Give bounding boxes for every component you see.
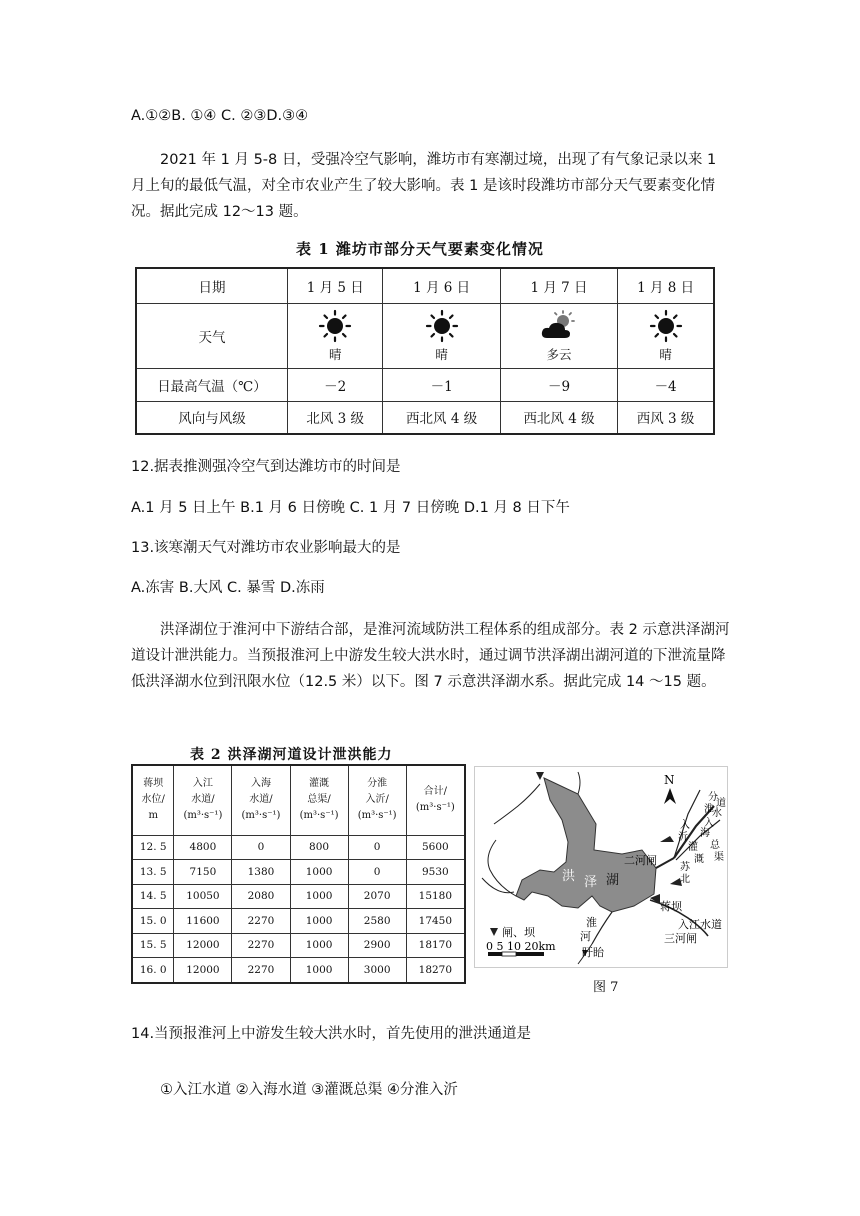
row-label-temp: 日最高气温（℃） [136,368,288,401]
cell: 2900 [348,933,406,958]
huai-he-label: 淮 [586,916,597,929]
temp-cell: －9 [500,368,617,401]
su-bei-label: 北 [680,874,690,885]
guan-gai-label: 溉 [694,854,704,865]
q12-options: A.1 月 5 日上午 B.1 月 6 日傍晚 C. 1 月 7 日傍晚 D.1 月 8 日下午 [131,500,570,516]
legend-dam-label: 闸、坝 [502,926,535,939]
temp-cell: －2 [288,368,383,401]
figure7-caption: 图 7 [593,980,619,995]
weather-label: 晴 [435,346,448,362]
ru-hai-label: 水 [712,808,722,819]
cell: 17450 [406,909,465,934]
weather-label: 晴 [328,346,342,362]
header-ru-jiang: 入江 水道/ (m³·s⁻¹) [174,765,232,835]
cell: 2580 [348,909,406,934]
cell: 2070 [348,884,406,909]
cell: 1000 [290,933,348,958]
cell: 12000 [174,933,232,958]
ru-hai-label: 道 [716,798,726,809]
wind-cell: 西北风 4 级 [500,401,617,434]
cell: 3000 [348,958,406,984]
question-14: 14.当预报淮河上中游发生较大洪水时，首先使用的泄洪通道是 [131,1026,532,1042]
q11-options: A.①②B. ①④ C. ②③D.③④ [131,108,309,124]
cell: 1380 [232,860,290,885]
cell: 12. 5 [132,835,174,860]
date-cell: 1 月 6 日 [383,268,500,303]
sun-icon [422,309,462,343]
cell: 0 [348,835,406,860]
cell: 14. 5 [132,884,174,909]
wind-cell: 西北风 4 级 [383,401,500,434]
north-label: N [664,773,675,787]
cell: 800 [290,835,348,860]
header-jiangba-level: 蒋坝 水位/ m [132,765,174,835]
guan-gai-label: 灌 [688,842,698,853]
cell: 0 [232,835,290,860]
cell: 12000 [174,958,232,984]
temp-cell: －4 [618,368,714,401]
cell: 4800 [174,835,232,860]
cell: 2270 [232,909,290,934]
cell: 5600 [406,835,465,860]
cell: 1000 [290,884,348,909]
cell: 1000 [290,958,348,984]
hongze-lake-map [474,766,728,968]
lake-label: 泽 [584,875,598,890]
sun-icon [315,309,355,343]
su-bei-label: 苏 [680,862,690,873]
cell: 1000 [290,860,348,885]
sun-icon [646,309,686,343]
header-fen-yi: 分淮 入沂/ (m³·s⁻¹) [348,765,406,835]
q14-options: ①入江水道 ②入海水道 ③灌溉总渠 ④分淮入沂 [160,1082,458,1098]
cell: 18170 [406,933,465,958]
weather-label: 晴 [659,346,672,362]
lake-label: 湖 [606,873,620,888]
date-cell: 1 月 8 日 [618,268,714,303]
weather-cell [618,303,714,368]
table1-caption: 表 1 潍坊市部分天气要素变化情况 [296,240,544,258]
temp-cell: －1 [383,368,500,401]
cell: 16. 0 [132,958,174,984]
cell: 15180 [406,884,465,909]
flood-capacity-table [131,764,466,984]
table-row [132,909,465,934]
weather-cell [288,303,383,368]
weather-label: 多云 [546,346,572,362]
table-row [132,958,465,984]
jiang-ba-label: 蒋坝 [660,900,682,913]
weather-table [135,267,715,435]
cell: 9530 [406,860,465,885]
cell: 18270 [406,958,465,984]
fen-yi-label: 沂 [678,832,688,843]
row-label-weather: 天气 [136,303,288,368]
fen-yi-label: 分 [708,792,718,803]
date-cell: 1 月 5 日 [288,268,383,303]
weather-cell [500,303,617,368]
wind-cell: 北风 3 级 [288,401,383,434]
table2-caption: 表 2 洪泽湖河道设计泄洪能力 [190,747,393,763]
ru-jiang-label: 入江水道 [678,918,722,931]
lake-intro-paragraph: 洪泽湖位于淮河中下游结合部，是淮河流域防洪工程体系的组成部分。表 2 示意洪泽湖河道设计泄洪能力。当预报淮河上中游发生较大洪水时，通过调节洪泽湖出湖河道的下泄流量降低洪泽湖水位到汛限水位（12.5 米）以下。图 7 示意洪泽湖水系。据此完成 14 ～15 题。 [131,622,730,690]
lake-label: 洪 [562,869,576,884]
question-12: 12.据表推测强冷空气到达潍坊市的时间是 [131,459,401,475]
question-13: 13.该寒潮天气对潍坊市农业影响最大的是 [131,540,401,556]
table-row [132,884,465,909]
header-guan-gai: 灌溉 总渠/ (m³·s⁻¹) [290,765,348,835]
cell: 2080 [232,884,290,909]
guan-gai-label: 总 [710,840,720,851]
table-row [132,835,465,860]
cell: 0 [348,860,406,885]
row-label-wind: 风向与风级 [136,401,288,434]
date-cell: 1 月 7 日 [500,268,617,303]
fen-yi-label: 淮 [704,804,714,815]
cell: 2270 [232,958,290,984]
san-he-zha-label: 三河闸 [664,932,697,945]
cell: 2270 [232,933,290,958]
weather-cell [383,303,500,368]
er-he-zha-label: 二河闸 [624,854,657,867]
fen-yi-label: 入 [680,820,690,831]
cell: 15. 5 [132,933,174,958]
cell: 11600 [174,909,232,934]
table-row [132,860,465,885]
weather-intro-paragraph: 2021 年 1 月 5-8 日，受强冷空气影响，潍坊市有寒潮过境，出现了有气象记录以来 1 月上旬的最低气温，对全市农业产生了较大影响。表 1 是该时段潍坊市部分天气要素变化情况。据此完成 12～13 题。 [131,152,717,220]
cell: 1000 [290,909,348,934]
q13-options: A.冻害 B.大风 C. 暴雪 D.冻雨 [131,580,325,596]
cell: 13. 5 [132,860,174,885]
header-ru-hai: 入海 水道/ (m³·s⁻¹) [232,765,290,835]
row-label-date: 日期 [136,268,288,303]
header-total: 合计/ (m³·s⁻¹) [406,765,465,835]
xu-yi-label: 盱眙 [582,946,604,959]
wind-cell: 西风 3 级 [618,401,714,434]
huai-he-label: 河 [580,930,591,943]
table-row [132,933,465,958]
scale-label: 0 5 10 20km [486,940,556,953]
ru-hai-label: 海 [700,828,710,839]
guan-gai-label: 渠 [714,852,724,863]
cell: 10050 [174,884,232,909]
cloud-sun-icon [537,309,581,343]
cell: 15. 0 [132,909,174,934]
cell: 7150 [174,860,232,885]
ru-hai-label: 入 [704,818,714,829]
